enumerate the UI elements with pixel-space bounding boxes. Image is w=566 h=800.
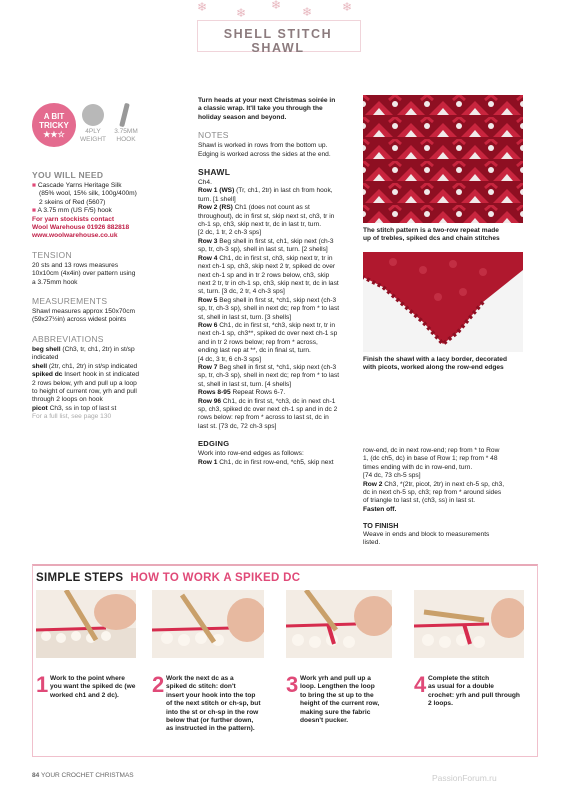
tension-heading: TENSION: [32, 249, 72, 260]
shawl-heading: SHAWL: [198, 167, 231, 178]
snowflake-icon: ❄: [197, 0, 208, 14]
page-footer: [32, 772, 134, 779]
stockist-name: Wool Warehouse 01926 882818: [32, 224, 130, 232]
left-column: [32, 170, 188, 422]
step-2: [152, 672, 276, 734]
simple-steps-title: SIMPLE STEPS HOW TO WORK A SPIKED DC: [36, 572, 301, 584]
step-text: Work to the point where you want the spiked dc (we worked ch1 and 2 dc).: [50, 675, 136, 699]
abbreviations-heading: ABBREVIATIONS: [32, 333, 104, 344]
watermark: PassionForum.ru: [432, 773, 497, 783]
notes-heading: NOTES: [198, 130, 229, 141]
snowflake-icon: ❄: [342, 0, 353, 14]
step-text: Complete the stitch as usual for a double crochet: yrh and pull through 2 loops.: [428, 675, 520, 708]
you-will-need-heading: YOU WILL NEED: [32, 170, 104, 180]
step-1-photo: [36, 590, 136, 658]
stitch-pattern-photo: [363, 95, 523, 223]
page-number: 84: [32, 772, 40, 779]
edging-heading: EDGING: [198, 439, 230, 449]
difficulty-badge: [32, 103, 76, 147]
step-4-photo: [414, 590, 524, 658]
step-3: [286, 672, 408, 725]
material-item: ■ A 3.75 mm (US F/5) hook: [32, 207, 112, 215]
step-text: Work yrh and pull up a loop. Lengthen the loop to bring the st up to the height of the current row, making sure the fabric doesn't pucker.: [300, 675, 380, 725]
tension-text: 20 sts and 13 rows measures 10x10cm (4x4in) over pattern using a 3.75mm hook: [32, 261, 136, 286]
notes-text: Shawl is worked in rows from the bottom up. Edging is worked across the sides at the end.: [198, 142, 331, 158]
step-4: [414, 672, 534, 709]
lacy-border-photo: [363, 252, 523, 352]
caption-stitch: The stitch pattern is a two-row repeat made up of trebles, spiked dcs and chain stitches: [363, 227, 500, 243]
step-number: 4: [414, 672, 427, 697]
snowflake-icon: ❄: [302, 5, 313, 19]
hook-sub: HOOK: [116, 136, 136, 143]
measurements-heading: MEASUREMENTS: [32, 296, 108, 307]
step-number: 3: [286, 672, 299, 697]
step-number: 1: [36, 672, 49, 697]
yarn-ball-icon: [82, 104, 104, 126]
middle-column: [198, 97, 358, 467]
weight-value: 4PLY: [85, 128, 101, 135]
snowflake-icon: ❄: [271, 0, 282, 12]
snowflake-icon: ❄: [236, 6, 247, 20]
step-2-photo: [152, 590, 264, 658]
stockist-url[interactable]: www.woolwarehouse.co.uk: [32, 232, 118, 240]
shawl-instructions: Ch4. Row 1 (WS) (Tr, ch1, 2tr) in last ch from hook, turn. [1 shell] Row 2 (RS) Ch1 (does not count as st throughout), dc in first st, skip next st, ch3, tr in ch-1 sp, ch3, skip next tr, dc in last tr, turn. [2 dc, 1 tr, 2 ch-3 sps] Row 3 Beg shell in first st, ch1, skip next (ch-3 sp, tr, ch-3 sp), shell in last st, turn. [2 shells] Row 4 Ch1, dc in first st, ch3, skip next tr, tr in next ch-1 sp, ch3, skip next 2 tr, spiked dc over next ch-1 sp and in tr 2 rows below, ch3, skip next 2 tr, tr in ch-1 sp, ch3, skip next tr, dc in last st, turn. [3 dc, 2 tr, 4 ch-3 sps] Row 5 Beg shell in first st, *ch1, skip next (ch-3 sp, tr, ch-3 sp), shell in next dc; rep from * to last st, shell in last st, turn. [3 shells] Row 6 Ch1, dc in first st, *ch3, skip next tr, tr in next ch-1 sp, ch3**, spiked dc over next ch-1 sp and in tr 2 rows below; rep from * across, ending last rep at **, dc in final st, turn. [4 dc, 3 tr, 6 ch-3 sps] Row 7 Beg shell in first st, *ch1, skip next (ch-3 sp, tr, ch-3 sp), shell in next dc; rep from * to last st, shell in last st, turn. [4 shells] Rows 8-95 Repeat Rows 6-7. Row 96 Ch1, dc in first st, *ch3, dc in next ch-1 sp, ch3, spiked dc over next ch-1 sp and in dc 2 rows below: rep from * across to last st, dc in last st. [73 dc, 72 ch-3 sps]: [198, 179, 340, 430]
step-1: [36, 672, 148, 700]
hook-value: 3.75MM: [114, 128, 138, 135]
difficulty-stars: ★★☆: [43, 130, 65, 139]
caption-border: Finish the shawl with a lacy border, decorated with picots, worked along the row-end edges: [363, 356, 507, 372]
edging-text: Work into row-end edges as follows: Row 1 Ch1, dc in first row-end, *ch5, skip next: [198, 450, 334, 466]
measurements-text: Shawl measures approx 150x70cm (59x27½in) across widest points: [32, 308, 135, 324]
edging-continued: row-end, dc in next row-end; rep from * to Row 1, (dc ch5, dc) in base of Row 1; rep from * 48 times ending with dc in row-end, turn. [74 dc, 73 ch-5 sps] Row 2 Ch3, *(2tr, picot, 2tr) in next ch-5 sp, ch3, dc in next ch-5 sp, ch3; rep from * around sides of triangle to last st, (ch3, ss) in last st. Fasten off. TO FINISH Weave in ends and block to measurements listed.: [363, 447, 535, 547]
hook-label: [108, 128, 144, 144]
step-text: Work the next dc as a spiked dc stitch: don't insert your hook into the top of the next stitch or ch-sp, but into the st or ch-sp in the row below that (or further down, as instructed in the pattern).: [166, 675, 261, 733]
page-title: SHELL STITCH SHAWL: [223, 27, 333, 55]
hook-icon: [119, 103, 130, 127]
material-item: (85% wool, 15% silk, 100g/400m): [39, 190, 137, 198]
stockists-label: For yarn stockists contact: [32, 215, 115, 223]
step-number: 2: [152, 672, 165, 697]
intro-text: Turn heads at your next Christmas soirée in a classic wrap. It'll take you through the holiday season and beyond.: [198, 97, 336, 121]
materials-list: [32, 182, 188, 241]
abbreviations-list: beg shell (Ch3, tr, ch1, 2tr) in st/sp indicated shell (2tr, ch1, 2tr) in st/sp indicated spiked dc Insert hook in st indicated 2 rows below, yrh and pull up a loop to height of current row, yrh and pull through 2 loops on hook picot Ch3, ss in top of last st For a full list, see page 130: [32, 346, 188, 422]
step-3-photo: [286, 590, 392, 658]
weight-sub: WEIGHT: [80, 136, 106, 143]
material-item: ■ Cascade Yarns Heritage Silk: [32, 182, 122, 189]
weight-label: [76, 128, 110, 144]
to-finish-heading: TO FINISH: [363, 521, 399, 531]
difficulty-line2: TRICKY: [39, 121, 69, 130]
magazine-name: YOUR CROCHET CHRISTMAS: [40, 772, 134, 779]
material-item: 2 skeins of Red (5607): [39, 198, 106, 206]
full-list-link[interactable]: For a full list, see page 130: [32, 413, 112, 421]
difficulty-line1: A BIT: [43, 112, 65, 121]
